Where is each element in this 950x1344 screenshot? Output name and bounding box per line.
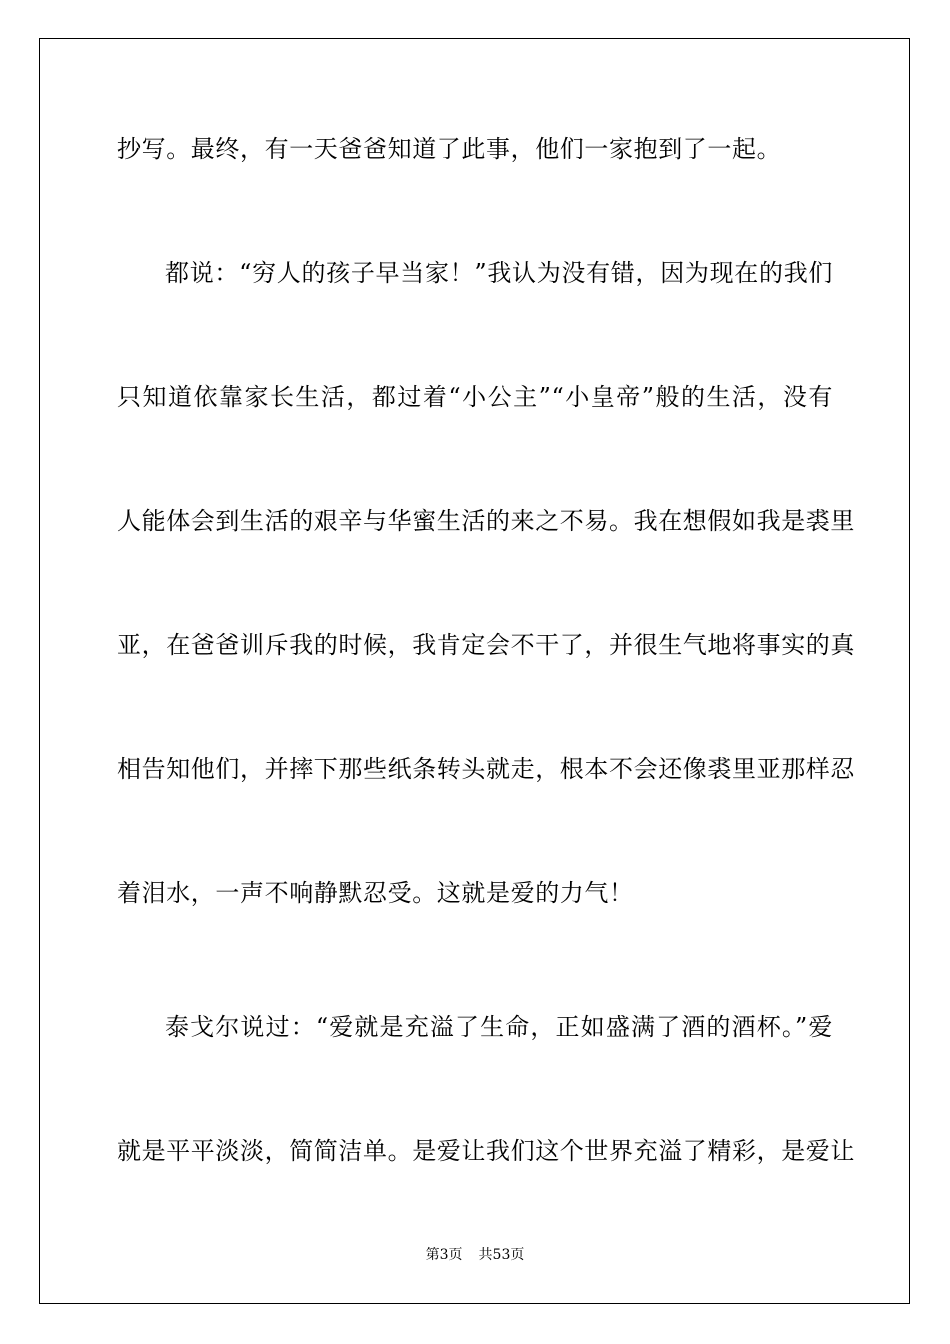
- text-line-1: 抄写。最终，有一天爸爸知道了此事，他们一家抱到了一起。: [117, 135, 782, 163]
- text-line-5: 亚，在爸爸训斥我的时候，我肯定会不干了，并很生气地将事实的真: [117, 631, 855, 659]
- text-line-6: 相告知他们，并摔下那些纸条转头就走，根本不会还像裘里亚那样忍: [117, 755, 855, 783]
- text-line-3: 只知道依靠家长生活，都过着“小公主”“小皇帝”般的生活，没有: [117, 383, 833, 411]
- page-border: [39, 38, 910, 1304]
- text-line-9: 就是平平淡淡，简简洁单。是爱让我们这个世界充溢了精彩，是爱让: [117, 1137, 855, 1165]
- total-pages: 共53页: [478, 1247, 525, 1263]
- text-line-4: 人能体会到生活的艰辛与华蜜生活的来之不易。我在想假如我是裘里: [117, 507, 855, 535]
- text-line-8: 泰戈尔说过：“爱就是充溢了生命，正如盛满了酒的酒杯。”爱: [165, 1013, 833, 1041]
- text-line-7: 着泪水，一声不响静默忍受。这就是爱的力气！: [117, 879, 634, 907]
- page-number: 第3页: [425, 1247, 463, 1263]
- text-line-2: 都说：“穷人的孩子早当家！”我认为没有错，因为现在的我们: [165, 259, 833, 287]
- page-footer: [0, 1246, 950, 1264]
